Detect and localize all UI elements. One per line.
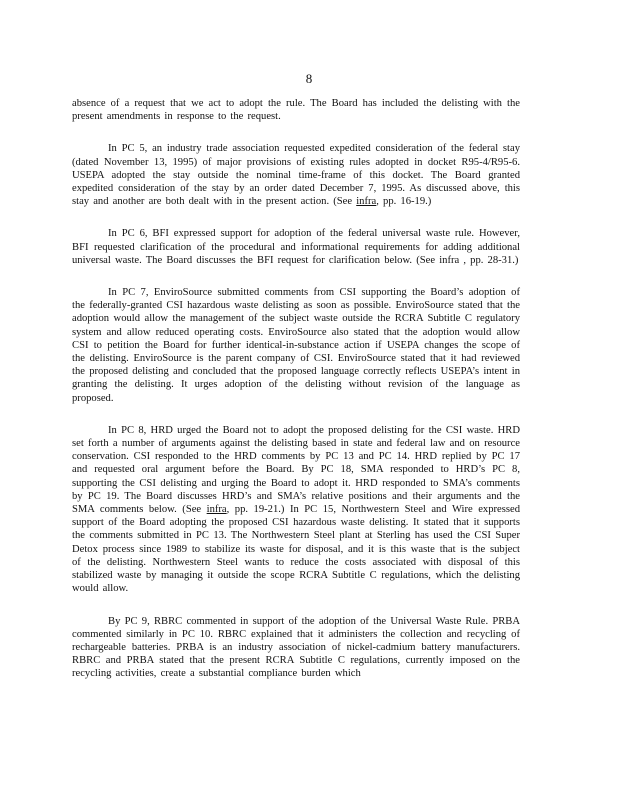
document-body [72, 97, 520, 700]
paragraph-pc6: In PC 6, BFI expressed support for adoption of the federal universal waste rule. However, BFI requested clarification of the procedural and informational requirements for adding additional universal waste. The Board discusses the BFI request for clarification below. (See infra , pp. 28-31.) [72, 228, 520, 266]
paragraph-text: In PC 5, an industry trade association requested expedited consideration of the federal stay (dated November 13, 1995) of major provisions of existing rules adopted in docket R95-4/R95-6. USEPA adopted the stay outside the nominal time-frame of this docket. The Board granted expedited consideration of the stay by an order dated December 7, 1995. As discussed above, this stay and another are both dealt with in the present action. (See [72, 143, 520, 208]
paragraph-continuation: absence of a request that we act to adopt the rule. The Board has included the delisting with the present amendments in response to the request. [72, 98, 520, 123]
page-number: 8 [305, 71, 313, 86]
infra-reference: infra [206, 504, 227, 516]
paragraph-text: , pp. 19-21.) In PC 15, Northwestern Steel and Wire expressed support of the Board adopting the proposed CSI hazardous waste delisting. It stated that it supports the comments submitted in PC 13. The Northwestern Steel plant at Sterling has used the CSI Super Detox process since 1989 to stabilize its waste for disposal, and it is this waste that is the subject of the delisting. Northwestern Steel wants to reduce the costs associated with disposal of this stabilized waste by managing it outside the scope RCRA Subtitle C regulations, which the delisting would allow. [72, 504, 520, 595]
paragraph-text: In PC 8, HRD urged the Board not to adopt the proposed delisting for the CSI waste. HRD set forth a number of arguments against the delisting based in state and federal law and on resource conservation. CSI responded to the HRD comments by PC 13 and PC 14. HRD replied by PC 17 and requested oral argument before the Board. By PC 18, SMA responded to HRD’s PC 8, supporting the CSI delisting and urging the Board to adopt it. HRD responded to SMA’s comments by PC 19. The Board discusses HRD’s and SMA’s relative positions and their arguments and the SMA comments below. (See [72, 424, 520, 516]
infra-reference: infra [356, 196, 377, 208]
paragraph-pc7: In PC 7, EnviroSource submitted comments from CSI supporting the Board’s adoption of the federally-granted CSI hazardous waste delisting as soon as possible. EnviroSource stated that the adoption would allow the management of the subject waste outside the RCRA Subtitle C regulatory system and allow reduced operating costs. EnviroSource also stated that the adoption would allow CSI to petition the Board for further identical-in-substance action if USEPA changes the scope of the delisting. EnviroSource is the parent company of CSI. EnviroSource stated that it had reviewed the proposed delisting and concluded that the proposed language correctly reflects USEPA’s intent in granting the delisting. It urges adoption of the delisting without revision of the language as proposed. [72, 287, 520, 404]
paragraph-pc9: By PC 9, RBRC commented in support of the adoption of the Universal Waste Rule. PRBA commented similarly in PC 10. RBRC explained that it administers the collection and recycling of rechargeable batteries. PRBA is an industry association of nickel-cadmium battery manufacturers. RBRC and PRBA stated that the present RCRA Subtitle C regulations, currently imposed on the recycling activities, create a substantial compliance burden which [72, 615, 520, 680]
paragraph-pc5 [72, 142, 520, 208]
paragraph-text: , pp. 16-19.) [376, 196, 432, 208]
paragraph-pc8 [72, 424, 520, 596]
